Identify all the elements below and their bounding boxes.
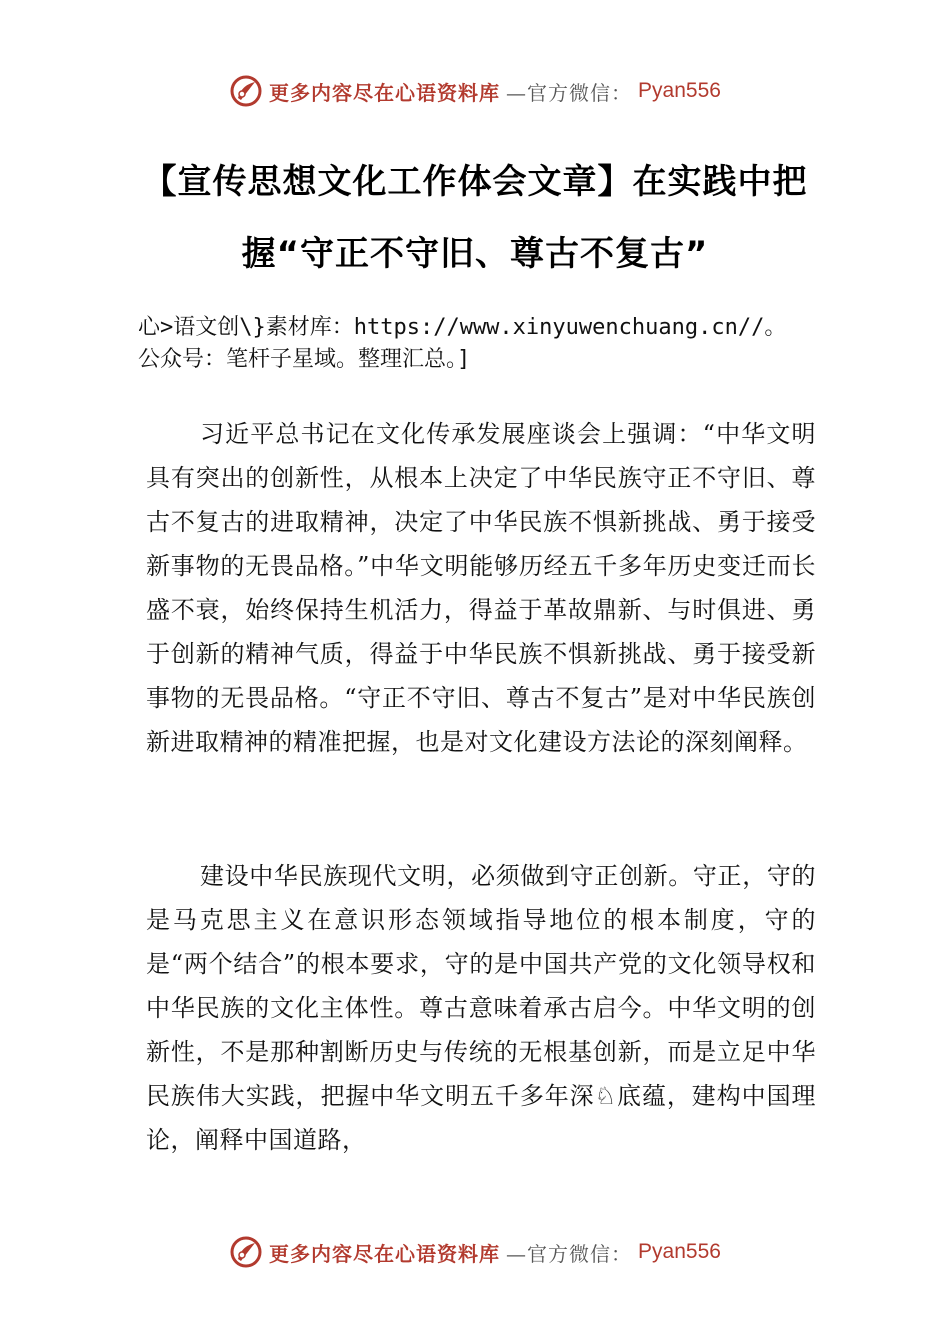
document-title-line-2: 握“守正不守旧、尊古不复古” [241, 234, 709, 274]
body-paragraph-1: 习近平总书记在文化传承发展座谈会上强调：“中华文明具有突出的创新性，从根本上决定了中华民族守正不守旧、尊古不复古的进取精神，决定了中华民族不惧新挑战、勇于接受新事物的无畏品格。”中华文明能够历经五千多年历史变迁而长盛不衰，始终保持生机活力，得益于革故鼎新、与时俱进、勇于创新的精神气质，得益于中华民族不惧新挑战、勇于接受新事物的无畏品格。“守正不守旧、尊古不复古”是对中华民族创新进取精神的精准把握，也是对文化建设方法论的深刻阐释。 [146, 420, 816, 756]
logo-icon [229, 74, 263, 108]
footer-wechat-id: Pyan556 [638, 1240, 721, 1263]
header-banner [0, 74, 950, 108]
header-sub-text: —官方微信： [506, 80, 633, 105]
body-paragraph-2: 建设中华民族现代文明，必须做到守正创新。守正，守的是马克思主义在意识形态领域指导地位的根本制度，守的是“两个结合”的根本要求，守的是中国共产党的文化领导权和中华民族的文化主体性。尊古意味着承古启今。中华文明的创新性，不是那种割断历史与传统的无根基创新，而是立足中华民族伟大实践，把握中华文明五千多年深♘底蕴，建构中国理论，阐释中国道路， [146, 862, 816, 1154]
header-main-text: 更多内容尽在心语资料库 [269, 80, 501, 105]
source-note-line-2: 公众号：笔杆子星域。整理汇总。] [138, 347, 471, 372]
footer-sub-text: —官方微信： [506, 1241, 633, 1266]
document-title-line-1: 【宣传思想文化工作体会文章】在实践中把 [142, 162, 808, 202]
header-wechat-id: Pyan556 [638, 79, 721, 102]
source-note-line-1: 心>语文创\}素材库：https://www.xinyuwenchuang.cn//。 [138, 315, 787, 340]
footer-banner [0, 1235, 950, 1269]
logo-icon [229, 1235, 263, 1269]
source-note [138, 312, 838, 376]
footer-main-text: 更多内容尽在心语资料库 [269, 1241, 501, 1266]
